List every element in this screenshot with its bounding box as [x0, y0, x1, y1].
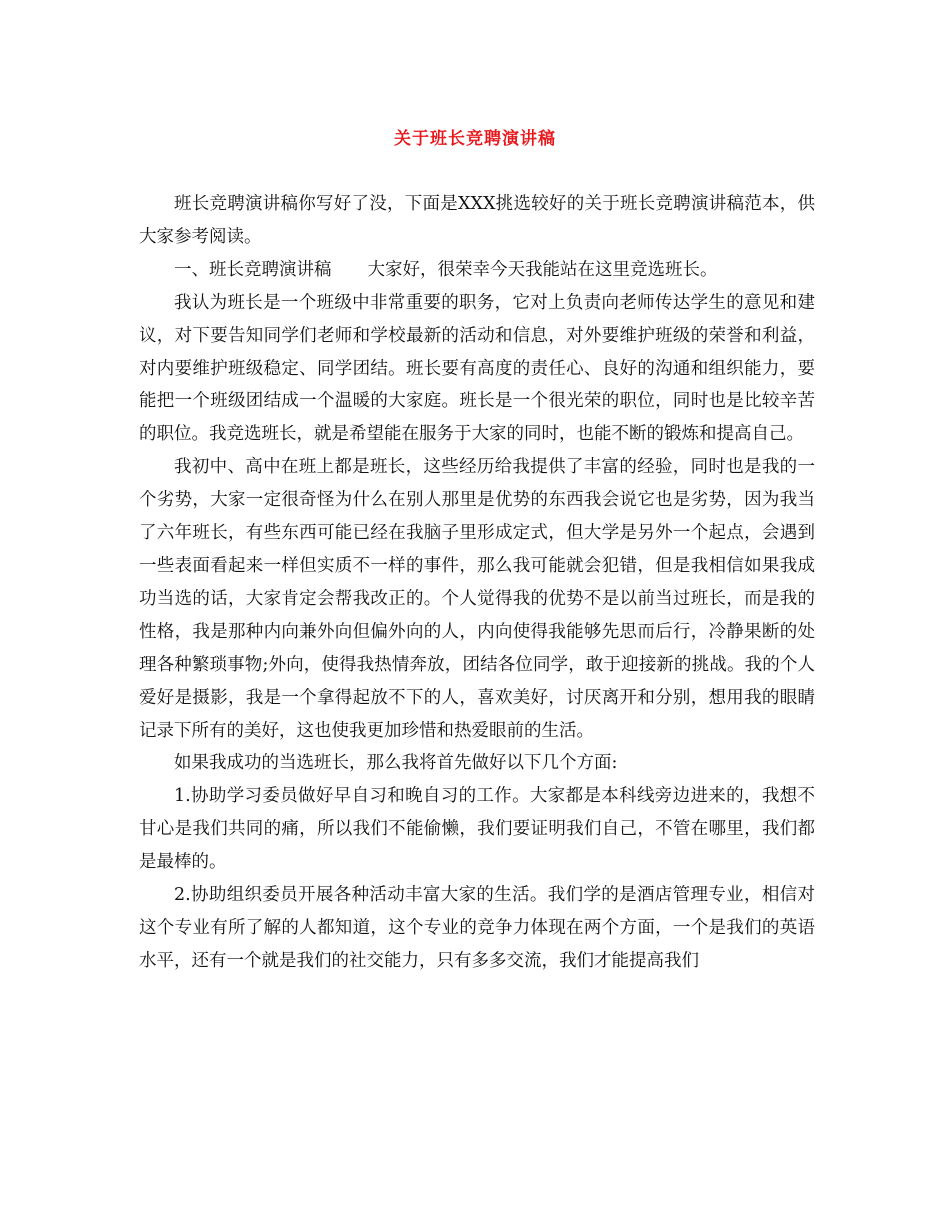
paragraph-body: 我认为班长是一个班级中非常重要的职务，它对上负责向老师传达学生的意见和建议，对下要告知同学们老师和学校最新的活动和信息，对外要维护班级的荣誉和利益，对内要维护班级稳定、同学团结。班长要有高度的责任心、良好的沟通和组织能力，要能把一个班级团结成一个温暖的大家庭。班长是一个很光荣的职位，同时也是比较辛苦的职位。我竞选班长，就是希望能在服务于大家的同时，也能不断的锻炼和提高自己。	[139, 292, 815, 445]
document-body	[139, 188, 815, 978]
document-title: 关于班长竞聘演讲稿	[394, 129, 556, 149]
paragraph-list-item: 2.协助组织委员开展各种活动丰富大家的生活。我们学的是酒店管理专业，相信对这个专业有所了解的人都知道，这个专业的竞争力体现在两个方面，一个是我们的英语水平，还有一个就是我们的社交能力，只有多多交流，我们才能提高我们	[139, 885, 815, 971]
paragraph-list-item: 1.协助学习委员做好早自习和晚自习的工作。大家都是本科线旁边进来的，我想不甘心是我们共同的痛，所以我们不能偷懒，我们要证明我们自己，不管在哪里，我们都是最棒的。	[139, 786, 815, 873]
paragraph-intro: 班长竞聘演讲稿你写好了没，下面是XXX挑选较好的关于班长竞聘演讲稿范本，供大家参考阅读。	[139, 194, 815, 247]
section-greeting: 大家好，很荣幸今天我能站在这里竞选班长。	[367, 259, 718, 280]
paragraph-body: 我初中、高中在班上都是班长，这些经历给我提供了丰富的经验，同时也是我的一个劣势，大家一定很奇怪为什么在别人那里是优势的东西我会说它也是劣势，因为我当了六年班长，有些东西可能已经在我脑子里形成定式，但大学是另外一个起点，会遇到一些表面看起来一样但实质不一样的事件，那么我可能就会犯错，但是我相信如果我成功当选的话，大家肯定会帮我改正的。个人觉得我的优势不是以前当过班长，而是我的性格，我是那种内向兼外向但偏外向的人，内向使得我能够先思而后行，冷静果断的处理各种繁琐事物;外向，使得我热情奔放，团结各位同学，敢于迎接新的挑战。我的个人爱好是摄影，我是一个拿得起放不下的人，喜欢美好，讨厌离开和分别，想用我的眼睛记录下所有的美好，这也使我更加珍惜和热爱眼前的生活。	[139, 457, 815, 741]
paragraph-body: 如果我成功的当选班长，那么我将首先做好以下几个方面:	[174, 753, 618, 774]
section-heading: 一、班长竞聘演讲稿	[174, 259, 332, 280]
paragraph-section-heading	[139, 254, 815, 287]
